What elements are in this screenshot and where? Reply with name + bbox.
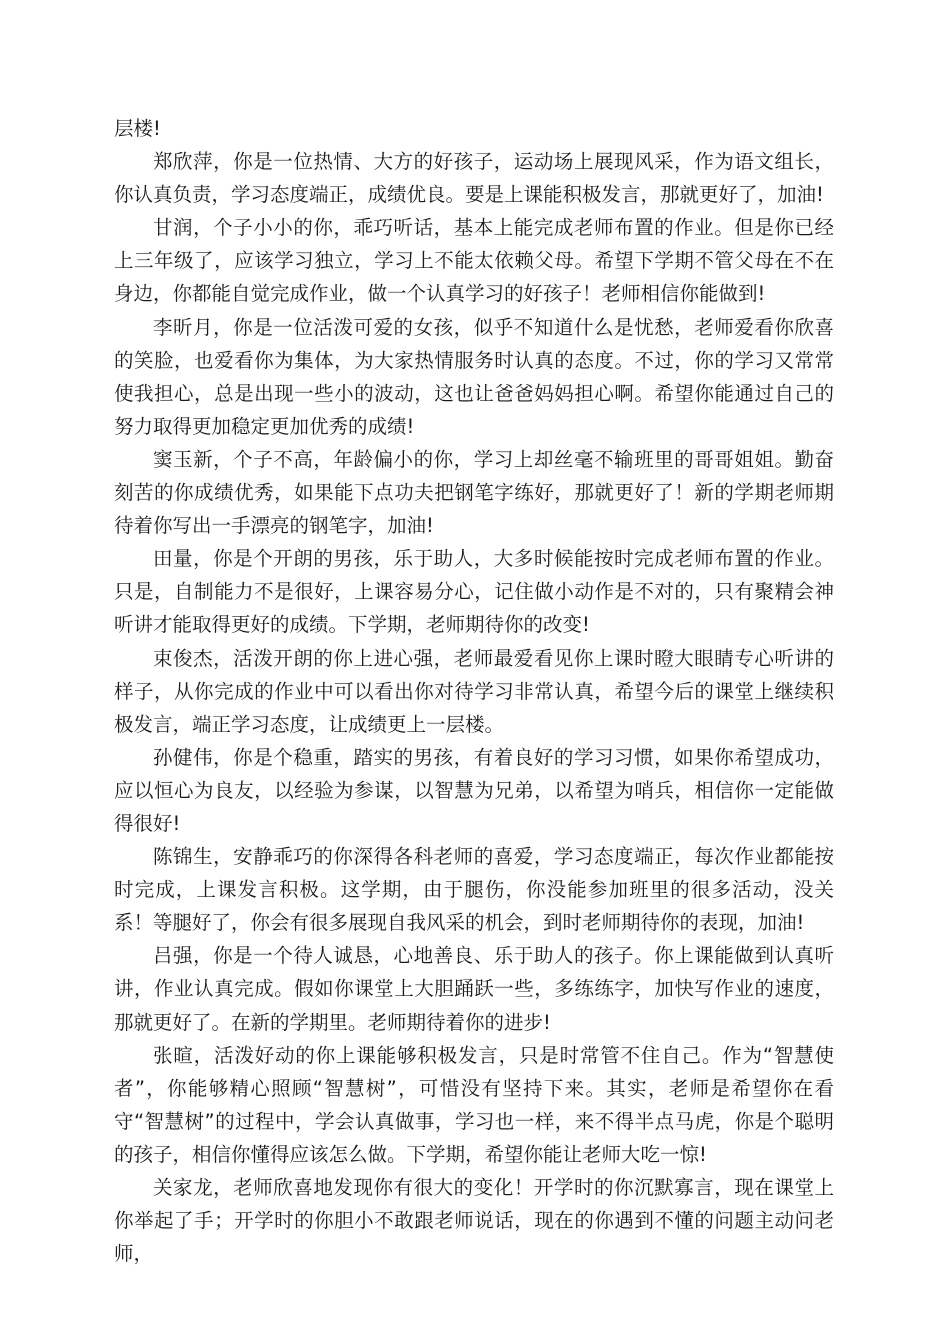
paragraph-comment-chen-jinsheng: 陈锦生，安静乖巧的你深得各科老师的喜爱，学习态度端正，每次作业都能按时完成，上课发言积极。这学期，由于腿伤，你没能参加班里的很多活动，没关系！等腿好了，你会有很多展现自我风采的机会，到时老师期待你的表现，加油! xyxy=(114,845,834,935)
paragraph-comment-zheng-xinping: 郑欣萍，你是一位热情、大方的好孩子，运动场上展现风采，作为语文组长，你认真负责，学习态度端正，成绩优良。要是上课能积极发言，那就更好了，加油! xyxy=(114,150,834,207)
document-body xyxy=(114,112,834,1270)
paragraph-comment-guan-jialong: 关家龙，老师欣喜地发现你有很大的变化！开学时的你沉默寡言，现在课堂上你举起了手；开学时的你胆小不敢跟老师说话，现在的你遇到不懂的问题主动问老师， xyxy=(114,1176,834,1266)
paragraph-comment-lv-qiang: 吕强，你是一个待人诚恳，心地善良、乐于助人的孩子。你上课能做到认真听讲，作业认真完成。假如你课堂上大胆踊跃一些，多练练字，加快写作业的速度，那就更好了。在新的学期里。老师期待着你的进步! xyxy=(114,944,834,1034)
paragraph-comment-sun-jianwei: 孙健伟，你是个稳重，踏实的男孩，有着良好的学习习惯，如果你希望成功，应以恒心为良友，以经验为参谋，以智慧为兄弟，以希望为哨兵，相信你一定能做得很好! xyxy=(114,745,834,835)
paragraph-comment-tian-liang: 田量，你是个开朗的男孩，乐于助人，大多时候能按时完成老师布置的作业。只是，自制能力不是很好，上课容易分心，记住做小动作是不对的，只有聚精会神听讲才能取得更好的成绩。下学期，老师期待你的改变! xyxy=(114,547,834,637)
paragraph-continuation: 层楼! xyxy=(114,117,161,140)
paragraph-comment-shu-junjie: 束俊杰，活泼开朗的你上进心强，老师最爱看见你上课时瞪大眼睛专心听讲的样子，从你完成的作业中可以看出你对待学习非常认真，希望今后的课堂上继续积极发言，端正学习态度，让成绩更上一层楼。 xyxy=(114,646,834,736)
paragraph-comment-dou-yuxin: 窦玉新，个子不高，年龄偏小的你，学习上却丝毫不输班里的哥哥姐姐。勤奋刻苦的你成绩优秀，如果能下点功夫把钢笔字练好，那就更好了！新的学期老师期待着你写出一手漂亮的钢笔字，加油! xyxy=(114,447,834,538)
paragraph-comment-li-xinyue: 李昕月，你是一位活泼可爱的女孩，似乎不知道什么是忧愁，老师爱看你欣喜的笑脸，也爱看你为集体，为大家热情服务时认真的态度。不过，你的学习又常常使我担心，总是出现一些小的波动，这也让爸爸妈妈担心啊。希望你能通过自己的努力取得更加稳定更加优秀的成绩! xyxy=(114,315,834,438)
paragraph-comment-gan-run: 甘润，个子小小的你，乖巧听话，基本上能完成老师布置的作业。但是你已经上三年级了，应该学习独立，学习上不能太依赖父母。希望下学期不管父母在不在身边，你都能自觉完成作业，做一个认真学习的好孩子！老师相信你能做到! xyxy=(114,216,834,306)
paragraph-comment-zhang-xuan: 张暄，活泼好动的你上课能够积极发言，只是时常管不住自己。作为“智慧使者”，你能够精心照顾“智慧树”，可惜没有坚持下来。其实，老师是希望你在看守“智慧树”的过程中，学会认真做事，学习也一样，来不得半点马虎，你是个聪明的孩子，相信你懂得应该怎么做。下学期，希望你能让老师大吃一惊! xyxy=(114,1043,834,1166)
